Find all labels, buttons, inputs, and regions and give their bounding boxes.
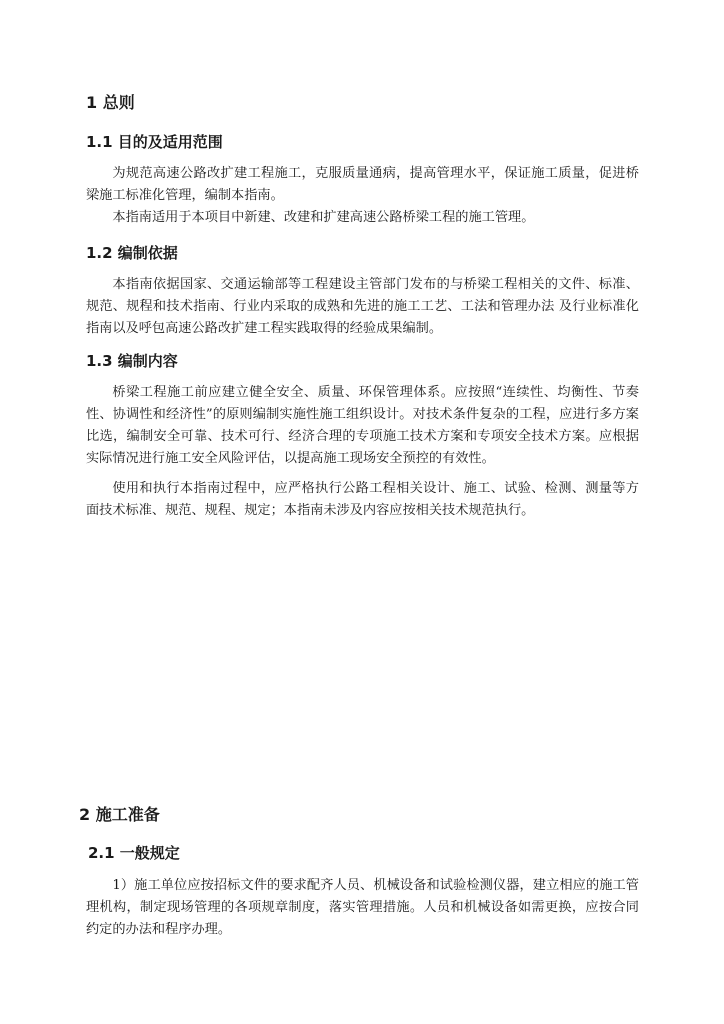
- section-1-2-paragraph-1: 本指南依据国家、交通运输部等工程建设主管部门发布的与桥梁工程相关的文件、标准、规范、规程和技术指南、行业内采取的成熟和先进的施工工艺、工法和管理办法 及行业标准化指南以及呼包高速公路改扩建工程实践取得的经验成果编制。: [86, 277, 639, 336]
- section-1-3-paragraph-1: 桥梁工程施工前应建立健全安全、质量、环保管理体系。应按照“连续性、均衡性、节奏性、协调性和经济性”的原则编制实施性施工组织设计。对技术条件复杂的工程，应进行多方案比选，编制安全可靠、技术可行、经济合理的专项施工技术方案和专项安全技术方案。应根据实际情况进行施工安全风险评估，以提高施工现场安全预控的有效性。: [86, 385, 639, 466]
- section-1-1-paragraph-2: 本指南适用于本项目中新建、改建和扩建高速公路桥梁工程的施工管理。: [112, 210, 535, 225]
- section-1-3-heading: 1.3 编制内容: [86, 352, 178, 370]
- section-1-1-heading: 1.1 目的及适用范围: [86, 133, 223, 151]
- section-1-2-heading: 1.2 编制依据: [86, 244, 178, 262]
- section-1-3-paragraph-2: 使用和执行本指南过程中，应严格执行公路工程相关设计、施工、试验、检测、测量等方面技术标准、规范、规程、规定；本指南未涉及内容应按相关技术规范执行。: [86, 481, 639, 518]
- section-1-heading: 1 总则: [86, 93, 135, 112]
- section-2-heading: 2 施工准备: [79, 805, 160, 824]
- section-1-1-paragraph-1: 为规范高速公路改扩建工程施工，克服质量通病，提高管理水平，保证施工质量，促进桥梁施工标准化管理，编制本指南。: [86, 166, 639, 203]
- section-2-1-paragraph-1: 1）施工单位应按招标文件的要求配齐人员、机械设备和试验检测仪器，建立相应的施工管理机构，制定现场管理的各项规章制度，落实管理措施。人员和机械设备如需更换，应按合同约定的办法和程序办理。: [86, 878, 639, 937]
- section-2-1-heading: 2.1 一般规定: [88, 844, 180, 862]
